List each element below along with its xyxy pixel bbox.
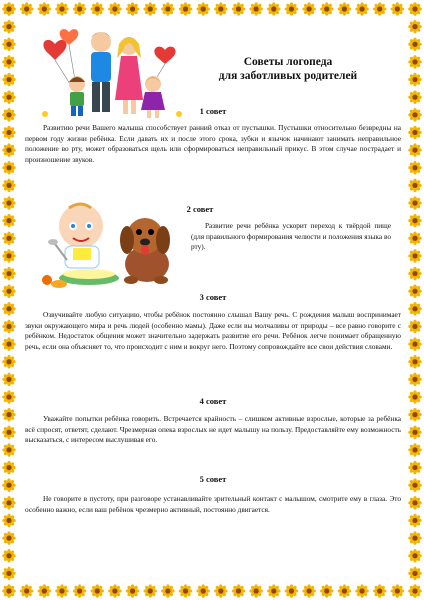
flower-icon xyxy=(2,355,16,369)
flower-icon xyxy=(408,320,422,334)
flower-icon xyxy=(37,2,51,16)
flower-icon xyxy=(408,2,422,16)
flower-icon xyxy=(408,443,422,457)
flower-icon xyxy=(2,478,16,492)
document-content xyxy=(25,22,401,588)
flower-icon xyxy=(408,390,422,404)
flower-icon xyxy=(2,179,16,193)
flower-icon xyxy=(408,20,422,34)
tip-3-heading: 3 совет xyxy=(199,292,227,302)
page-title xyxy=(175,55,401,83)
tip-5-heading: 5 совет xyxy=(199,474,227,484)
flower-icon xyxy=(408,231,422,245)
flower-icon xyxy=(408,355,422,369)
flower-icon xyxy=(267,2,281,16)
flower-icon xyxy=(408,531,422,545)
flower-icon xyxy=(2,55,16,69)
flower-icon xyxy=(408,284,422,298)
flower-icon xyxy=(2,37,16,51)
flower-icon xyxy=(408,408,422,422)
flower-icon xyxy=(302,2,316,16)
tip-1-heading: 1 совет xyxy=(199,106,227,116)
title-line-2: для заботливых родителей xyxy=(218,70,358,82)
flower-icon xyxy=(2,284,16,298)
flower-icon xyxy=(2,373,16,387)
flower-icon xyxy=(179,2,193,16)
flower-icon xyxy=(2,249,16,263)
flower-icon xyxy=(2,143,16,157)
flower-icon xyxy=(408,496,422,510)
flower-icon xyxy=(108,2,122,16)
flower-icon xyxy=(408,37,422,51)
flower-icon xyxy=(2,2,16,16)
flower-icon xyxy=(408,90,422,104)
flower-icon xyxy=(2,496,16,510)
flower-icon xyxy=(2,461,16,475)
flower-icon xyxy=(408,249,422,263)
flower-icon xyxy=(232,2,246,16)
flower-icon xyxy=(285,2,299,16)
flower-icon xyxy=(126,2,140,16)
flower-icon xyxy=(408,161,422,175)
title-line-1: Советы логопеда xyxy=(243,56,333,68)
flower-icon xyxy=(2,90,16,104)
flower-icon xyxy=(373,2,387,16)
flower-icon xyxy=(2,108,16,122)
flower-icon xyxy=(2,214,16,228)
tip-4-heading: 4 совет xyxy=(199,396,227,406)
flower-icon xyxy=(214,2,228,16)
flower-icon xyxy=(408,267,422,281)
flower-icon xyxy=(408,514,422,528)
tip-2-heading: 2 совет xyxy=(186,204,214,214)
flower-icon xyxy=(2,196,16,210)
flower-icon xyxy=(55,2,69,16)
flower-icon xyxy=(2,425,16,439)
flower-icon xyxy=(73,2,87,16)
flower-icon xyxy=(2,584,16,598)
flower-icon xyxy=(408,196,422,210)
flower-icon xyxy=(408,108,422,122)
flower-icon xyxy=(408,478,422,492)
flower-icon xyxy=(408,302,422,316)
flower-icon xyxy=(408,549,422,563)
flower-icon xyxy=(408,337,422,351)
flower-icon xyxy=(2,302,16,316)
flower-icon xyxy=(161,2,175,16)
tip-2-text: Развитие речи ребёнка ускорит переход к твёрдой пище (для правильного формирования челюсти и положения языка во рту). xyxy=(191,221,391,251)
flower-icon xyxy=(2,231,16,245)
flower-icon xyxy=(2,126,16,140)
flower-icon xyxy=(143,2,157,16)
flower-icon xyxy=(2,408,16,422)
flower-icon xyxy=(320,2,334,16)
flower-icon xyxy=(408,425,422,439)
flower-icon xyxy=(2,549,16,563)
flower-icon xyxy=(391,2,405,16)
flower-icon xyxy=(408,567,422,581)
flower-icon xyxy=(2,337,16,351)
tip-3-text: Озвучивайте любую ситуацию, чтобы ребёнок постоянно слышал Вашу речь. С рождения малыш воспринимает звуки окружающего мира и речь людей (особенно мамы). Даже если вы молчаливы от природы – все равно говорите с ребёнком. Недостаток общения может значительно задержать развитие его речи. Ребёнок легче понимает обращенную речь, если она объясняет то, что происходит с ним и вокруг него. Поэтому сопровождайте все свои действия словами. xyxy=(25,310,401,351)
flower-icon xyxy=(408,461,422,475)
flower-icon xyxy=(408,143,422,157)
flower-icon xyxy=(20,2,34,16)
flower-icon xyxy=(2,267,16,281)
flower-icon xyxy=(90,2,104,16)
flower-icon xyxy=(408,126,422,140)
flower-icon xyxy=(408,55,422,69)
tip-5-text: Не говорите в пустоту, при разговоре устанавливайте зрительный контакт с малышом, смотрите ему в глаза. Это особенно важно, если ваш ребёнок чрезмерно активный, постоянно двигается. xyxy=(25,494,401,514)
tip-1-text: Развитию речи Вашего малыша способствует ранний отказ от пустышки. Пустышки относительно безвредны на первом году жизни ребёнка. Если давать их и после этого срока, зубки и язычок начинают занимать неправильное положение во рту, может образоваться щель или сформироваться неправильный прикус. В этом случае пострадает и произношение звуков. xyxy=(25,123,401,164)
flower-icon xyxy=(338,2,352,16)
flower-icon xyxy=(408,179,422,193)
flower-icon xyxy=(408,373,422,387)
flower-icon xyxy=(408,73,422,87)
flower-icon xyxy=(408,214,422,228)
flower-icon xyxy=(2,320,16,334)
flower-icon xyxy=(2,20,16,34)
flower-icon xyxy=(2,443,16,457)
flower-icon xyxy=(2,567,16,581)
flower-icon xyxy=(196,2,210,16)
flower-icon xyxy=(2,531,16,545)
flower-icon xyxy=(2,161,16,175)
flower-icon xyxy=(355,2,369,16)
flower-icon xyxy=(2,390,16,404)
flower-icon xyxy=(249,2,263,16)
flower-icon xyxy=(2,514,16,528)
flower-icon xyxy=(2,73,16,87)
tip-4-text: Уважайте попытки ребёнка говорить. Встречается крайность – слишком активные взрослые, которые за ребёнка всё спросят, ответят, сделают. Чрезмерная опека взрослых не идет малышу на пользу. Предоставляйте ему возможность высказаться, с интересом выслушивая его. xyxy=(25,414,401,444)
flower-icon xyxy=(408,584,422,598)
